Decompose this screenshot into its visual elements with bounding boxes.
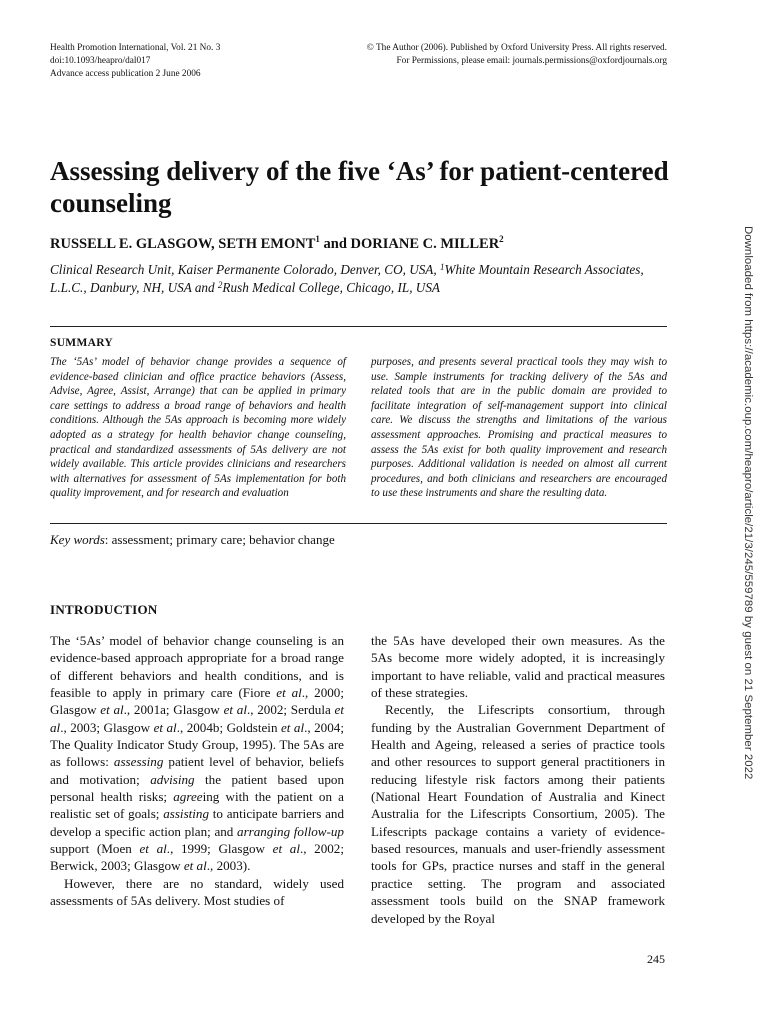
body-column-right xyxy=(371,632,665,927)
keywords-label: Key words xyxy=(50,532,105,547)
summary-heading: SUMMARY xyxy=(50,337,114,349)
term-agree: agree xyxy=(173,789,203,805)
text-run: ., 2002; Berwick, 2003; Glasgow xyxy=(50,841,344,874)
et-al: et al xyxy=(139,841,167,857)
keywords-text: : assessment; primary care; behavior change xyxy=(104,532,335,547)
summary-top-rule xyxy=(50,326,667,327)
text-run: ., 2004b; Goldstein xyxy=(176,719,281,735)
author-names-2: DORIANE C. MILLER xyxy=(350,236,500,252)
term-assessing: assessing xyxy=(113,754,164,770)
doi: doi:10.1093/heapro/dal017 xyxy=(50,55,151,66)
advance-access: Advance access publication 2 June 2006 xyxy=(50,68,201,79)
download-watermark: Downloaded from https://academic.oup.com/heapro/article/21/3/245/559789 by guest on 21 September 2022 xyxy=(742,226,754,780)
affiliation-2: White Mountain Research Associates, L.L.C., Danbury, NH, USA and xyxy=(50,262,644,295)
et-al: et al xyxy=(223,702,247,718)
affiliation-sup-2: 2 xyxy=(217,279,223,290)
intro-paragraph-4: Recently, the Lifescripts consortium, through funding by the Australian Government Department of Health and Ageing, released a series of practice tools and other resources to support general practitioners in reducing lifestyle risk factors among their patients (National Heart Foundation of Australia and Kinect Australia for the Lifescripts Consortium, 2005). The Lifescripts package contains a variety of evidence-based resources, manuals and user-friendly assessment tools for GPs, practice nurses and staff in the general practice setting. The program and associated assessment tools build on the SNAP framework developed by the Royal xyxy=(371,702,665,926)
text-run: The ‘5As’ model of behavior change counseling is an evidence-based approach appropriate for a broad range of different behaviors and health conditions, and is feasible to apply in primary care (Fiore xyxy=(50,633,344,701)
summary-bottom-rule xyxy=(50,523,667,524)
text-run: ., 2003; Glasgow xyxy=(60,719,154,735)
intro-paragraph-1 xyxy=(50,632,344,875)
text-run: ., 2003). xyxy=(206,858,251,874)
et-al: et al xyxy=(183,858,207,874)
term-arranging: arranging follow-up xyxy=(237,823,344,839)
summary-text-left: The ‘5As’ model of behavior change provides a sequence of evidence-based clinician and office practice behaviors (Assess, Advise, Agree, Assist, Arrange) that can be applied in primary care settings to address a broad range of behaviors and health conditions. Although the 5As approach is becoming more widely adopted as a strategy for health behavior change counseling, practical and standardized assessments of 5As delivery are not widely available. This article provides clinicians and researchers with alternatives for assessment of 5As implementation for both quality improvement, and for research and evaluation xyxy=(50,356,346,500)
author-conjunction: and xyxy=(319,236,351,252)
text-run: ., 2001a; Glasgow xyxy=(123,702,224,718)
text-run: to anticipate barriers and develop a specific action plan; and xyxy=(50,806,345,839)
intro-paragraph-2: However, there are no standard, widely used assessments of 5As delivery. Most studies of xyxy=(50,875,344,909)
affiliation-sup-1: 1 xyxy=(439,262,445,272)
keywords xyxy=(50,532,335,548)
author-sup-1: 1 xyxy=(315,234,320,244)
text-run: ., 1999; Glasgow xyxy=(166,841,273,857)
author-names-1: RUSSELL E. GLASGOW, SETH EMONT xyxy=(50,236,316,252)
et-al: et al xyxy=(276,685,302,701)
summary-column-left xyxy=(50,355,346,501)
introduction-heading: INTRODUCTION xyxy=(50,602,158,617)
author-list xyxy=(50,236,670,253)
text-run: ., 2002; Serdula xyxy=(246,702,335,718)
journal-citation: Health Promotion International, Vol. 21 No. 3 xyxy=(50,43,221,53)
body-column-left xyxy=(50,632,344,910)
text-run: patient level of behavior, beliefs and motivation; xyxy=(50,754,345,787)
text-run: the patient based upon personal health risks; xyxy=(50,771,344,805)
summary-column-right xyxy=(371,355,667,501)
term-assisting: assisting xyxy=(163,806,210,822)
intro-paragraph-3: the 5As have developed their own measures. As the 5As become more widely adopted, it is increasingly important to have reliable, valid and practical measures of these strategies. xyxy=(371,633,665,701)
author-sup-2: 2 xyxy=(499,234,504,244)
page-number: 245 xyxy=(647,952,665,966)
et-al: et al xyxy=(100,702,124,718)
text-run: ing with the patient on a realistic set of goals; xyxy=(50,789,344,822)
affiliations xyxy=(50,261,670,296)
summary-text-right: purposes, and presents several practical tools they may wish to use. Sample instruments for tracking delivery of the 5As and related tools that are in the public domain are provided to facilitate integration of self-management support into clinical care. We discuss the strengths and limitations of the various assessment approaches. Promising and practical measures to assess the 5As exist for both quality improvement and research purposes. Additional validation is needed on almost all current procedures, and both clinicians and researchers are encouraged to use these instruments and share the resulting data. xyxy=(371,356,667,500)
permissions-notice: For Permissions, please email: journals.permissions@oxfordjournals.org xyxy=(396,55,667,66)
et-al: et al xyxy=(280,719,305,735)
et-al: et al xyxy=(50,702,344,735)
term-advising: advising xyxy=(150,771,195,787)
affiliation-3: Rush Medical College, Chicago, IL, USA xyxy=(222,279,440,295)
affiliation-1: Clinical Research Unit, Kaiser Permanente Colorado, Denver, CO, USA, xyxy=(50,262,440,277)
text-run: ., 2004; The Quality Indicator Study Group, 1995). The 5As are as follows: xyxy=(50,719,344,770)
copyright-notice: © The Author (2006). Published by Oxford University Press. All rights reserved. xyxy=(366,43,667,53)
text-run: ., 2000; Glasgow xyxy=(50,685,344,718)
et-al: et al xyxy=(153,719,177,735)
article-title: Assessing delivery of the five ‘As’ for patient-centered counseling xyxy=(50,156,669,218)
copyright-header xyxy=(367,42,667,68)
text-run: support (Moen xyxy=(50,841,140,857)
et-al: et al xyxy=(272,841,300,857)
journal-header xyxy=(50,42,220,80)
